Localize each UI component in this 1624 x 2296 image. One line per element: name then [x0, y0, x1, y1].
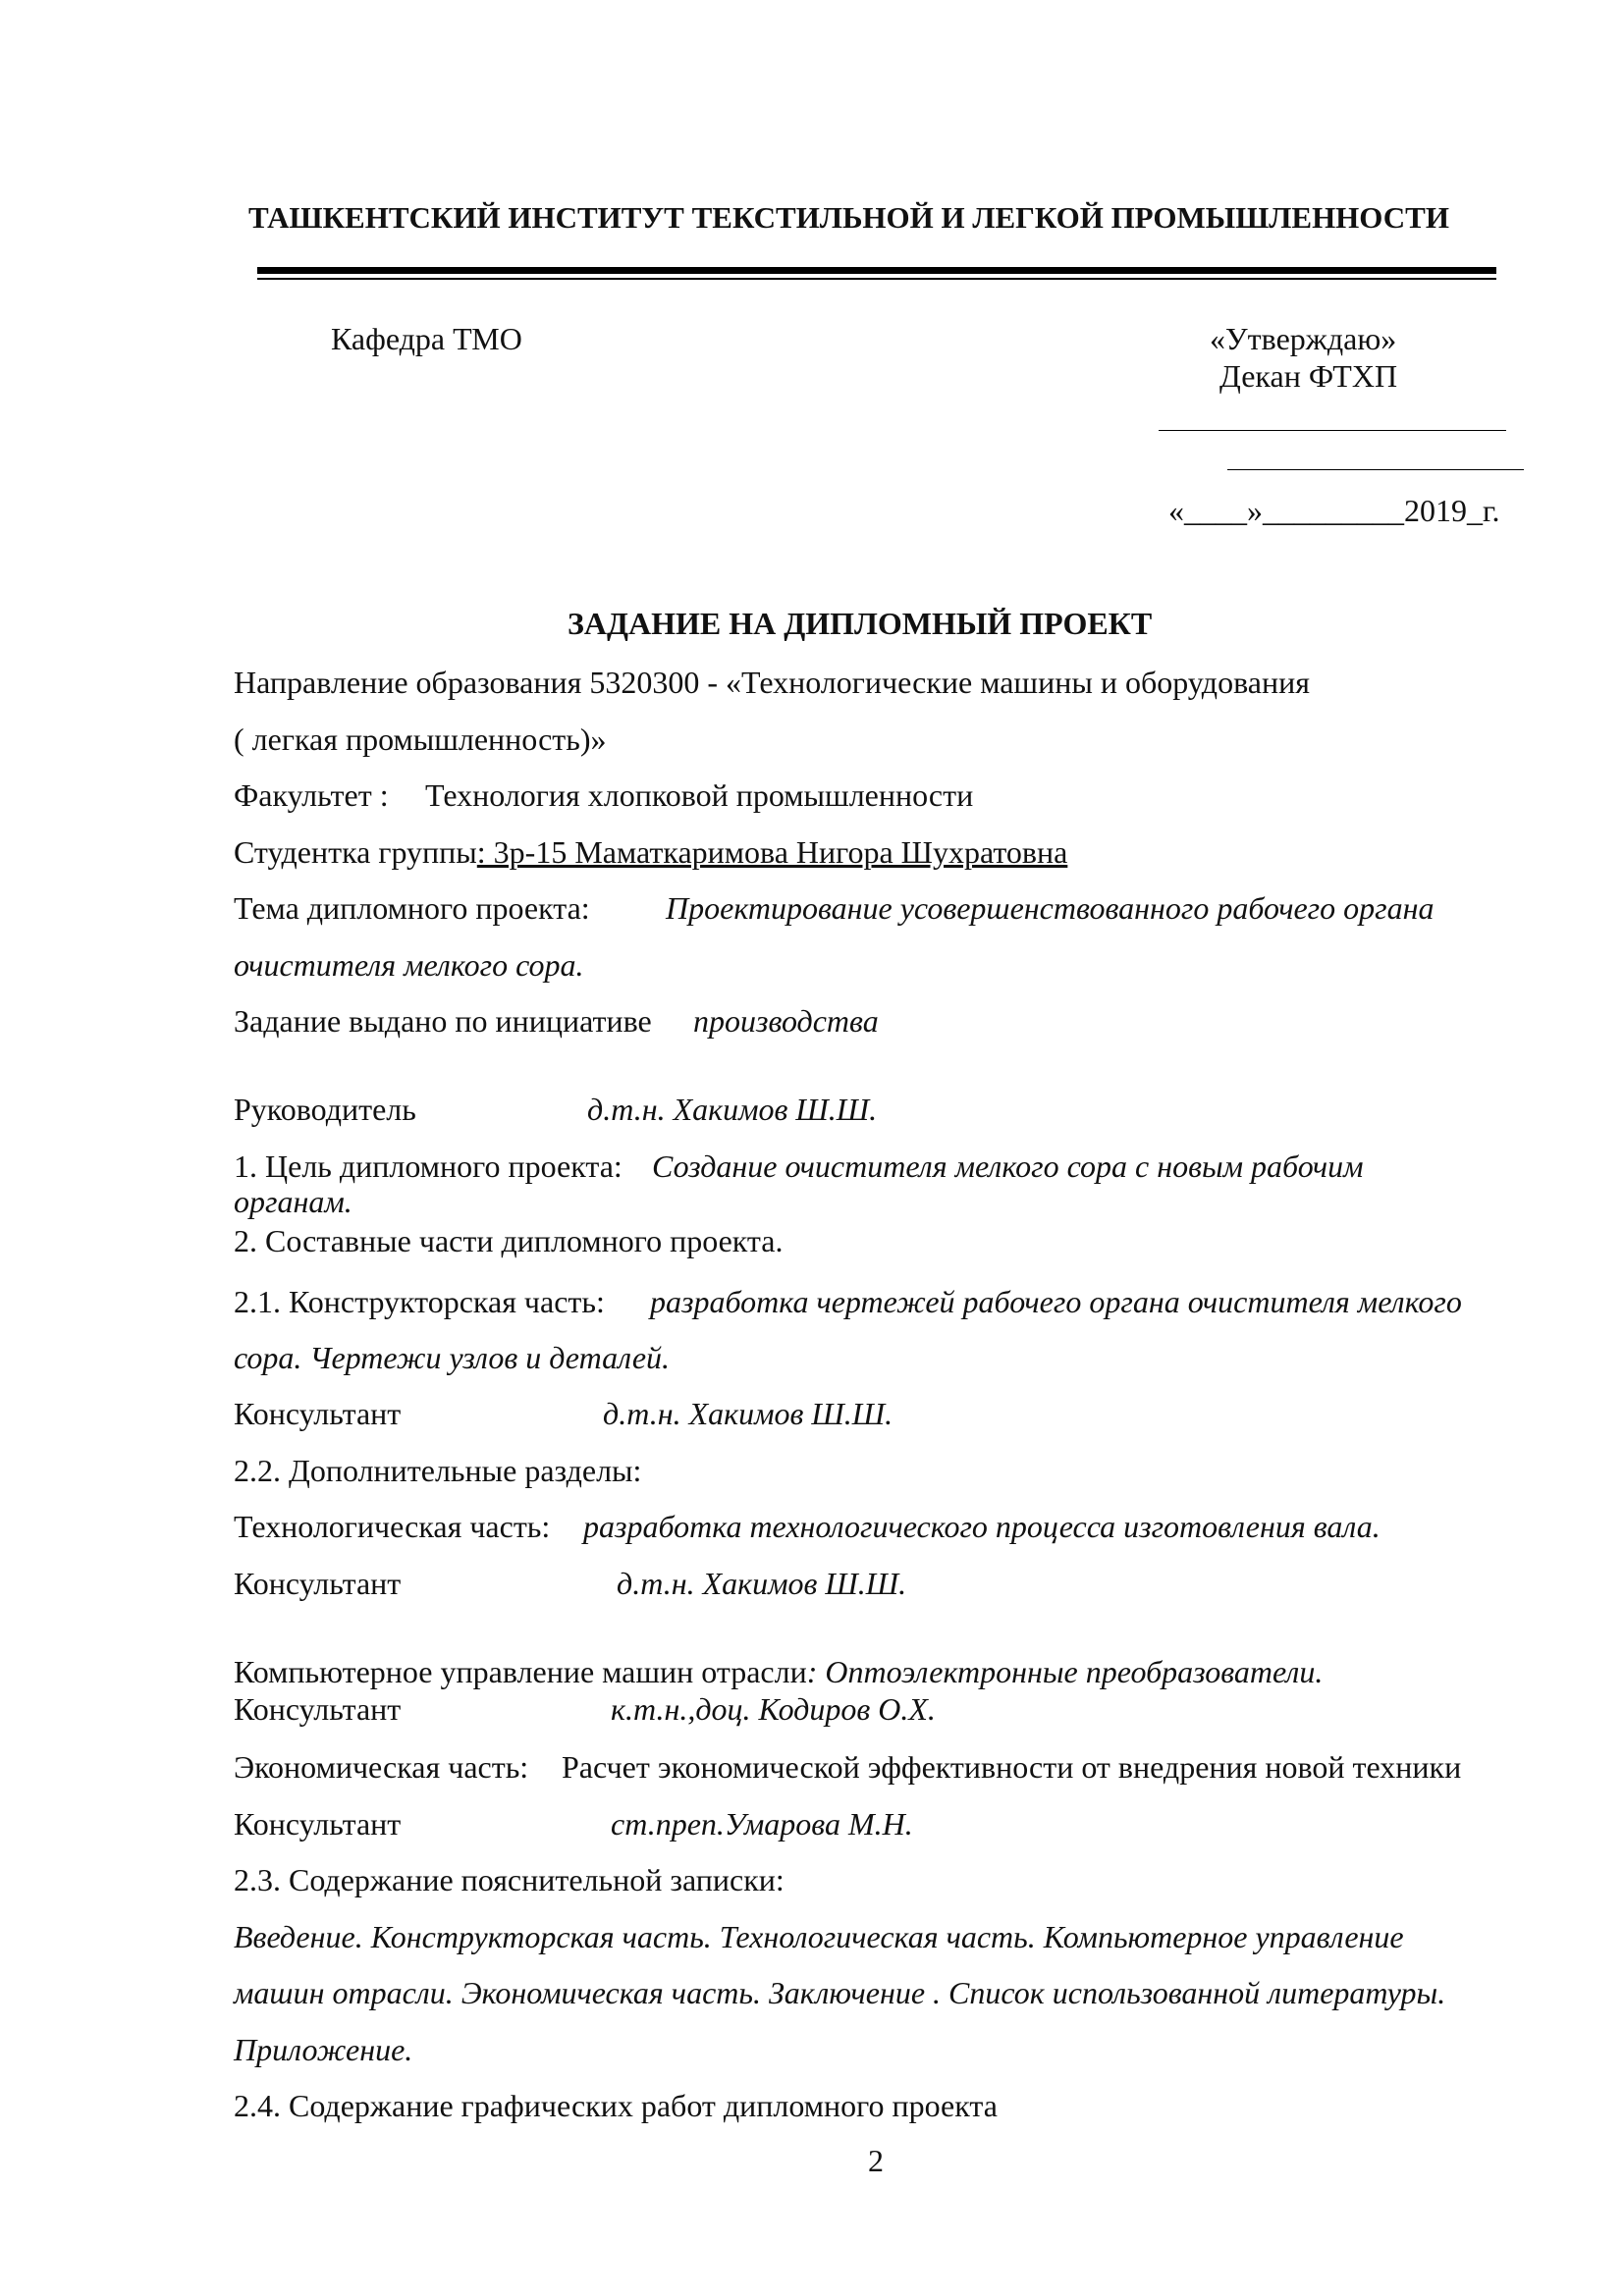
consultant-value-1: д.т.н. Хакимов Ш.Ш.: [603, 1396, 893, 1431]
econ-value: Расчет экономической эффективности от внедрения новой техники: [562, 1749, 1462, 1785]
theme-value-1: Проектирование усовершенствованного рабочего органа: [666, 890, 1435, 926]
tech-label: Технологическая часть:: [234, 1509, 551, 1544]
consultant-label-4: Консультант: [234, 1806, 402, 1842]
computer-value: : Оптоэлектронные преобразователи.: [806, 1654, 1324, 1689]
date-line: «____»_________2019_г.: [1168, 493, 1500, 528]
supervisor-label: Руководитель: [234, 1092, 416, 1127]
consultant-value-3: к.т.н.,доц. Кодиров О.Х.: [611, 1691, 936, 1727]
consultant-label-2: Консультант: [234, 1566, 402, 1601]
initiative-label: Задание выдано по инициативе: [234, 1003, 652, 1039]
dean-label: Декан ФТХП: [1219, 358, 1398, 394]
consultant-value-4: ст.преп.Умарова М.Н.: [611, 1806, 913, 1842]
signature-line-1: [1159, 430, 1506, 431]
document-title: ЗАДАНИЕ НА ДИПЛОМНЫЙ ПРОЕКТ: [568, 606, 1153, 641]
computer-label: Компьютерное управление машин отрасли: [234, 1654, 807, 1689]
supervisor-value: д.т.н. Хакимов Ш.Ш.: [587, 1092, 878, 1127]
consultant-label-1: Консультант: [234, 1396, 402, 1431]
note-heading: 2.3. Содержание пояснительной записки:: [234, 1862, 785, 1897]
note-line-3: Приложение.: [234, 2032, 413, 2067]
consultant-label-3: Консультант: [234, 1691, 402, 1727]
student-line: [234, 832, 1067, 872]
graphics-heading: 2.4. Содержание графических работ дипломного проекта: [234, 2088, 998, 2123]
header-rule-thick: [257, 267, 1496, 274]
department: Кафедра ТМО: [331, 321, 522, 356]
student-label: Студентка группы: [234, 834, 477, 870]
theme-label: Тема дипломного проекта:: [234, 890, 590, 926]
theme-value-2: очистителя мелкого сора.: [234, 947, 584, 983]
parts-heading: 2. Составные части дипломного проекта.: [234, 1223, 784, 1258]
student-value: : 3р-15 Маматкаримова Нигора Шухратовна: [476, 834, 1068, 870]
goal-value-1: Создание очистителя мелкого сора с новым рабочим: [652, 1148, 1364, 1184]
faculty-value: Технология хлопковой промышленности: [425, 777, 974, 813]
approve-label: «Утверждаю»: [1210, 321, 1397, 356]
initiative-value: производства: [693, 1003, 879, 1039]
signature-line-2: [1227, 469, 1524, 470]
goal-label: 1. Цель дипломного проекта:: [234, 1148, 623, 1184]
additional-heading: 2.2. Дополнительные разделы:: [234, 1453, 642, 1488]
design-value-1: разработка чертежей рабочего органа очистителя мелкого: [650, 1284, 1462, 1319]
design-value-2: сора. Чертежи узлов и деталей.: [234, 1340, 671, 1375]
computer-line: [234, 1652, 1323, 1691]
faculty-label: Факультет :: [234, 777, 389, 813]
consultant-value-2: д.т.н. Хакимов Ш.Ш.: [617, 1566, 907, 1601]
header-rule-thin: [257, 278, 1496, 280]
design-label: 2.1. Конструкторская часть:: [234, 1284, 605, 1319]
tech-value: разработка технологического процесса изготовления вала.: [583, 1509, 1380, 1544]
note-line-1: Введение. Конструкторская часть. Технологическая часть. Компьютерное управление: [234, 1919, 1404, 1954]
goal-value-2: органам.: [234, 1184, 352, 1219]
institute-title: ТАШКЕНТСКИЙ ИНСТИТУТ ТЕКСТИЛЬНОЙ И ЛЕГКОЙ ПРОМЫШЛЕННОСТИ: [248, 200, 1449, 235]
page-number: 2: [868, 2143, 884, 2178]
note-line-2: машин отрасли. Экономическая часть. Заключение . Список использованной литературы.: [234, 1975, 1446, 2010]
econ-label: Экономическая часть:: [234, 1749, 529, 1785]
direction-line-2: ( легкая промышленность)»: [234, 721, 607, 757]
direction-line-1: Направление образования 5320300 - «Технологические машины и оборудования: [234, 665, 1310, 700]
